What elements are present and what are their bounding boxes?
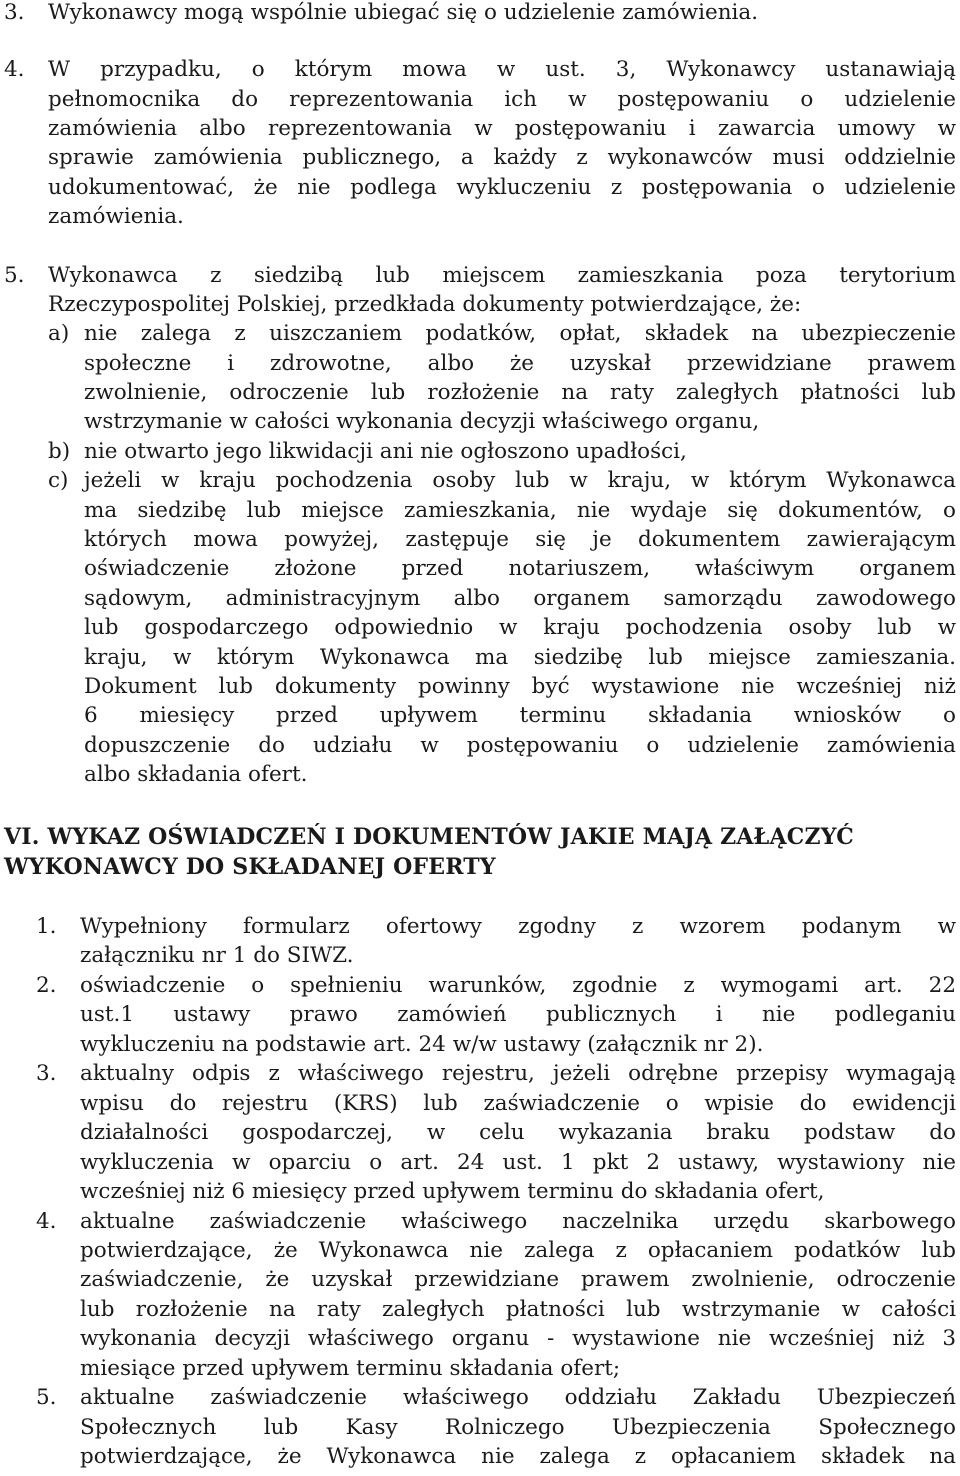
sub-c-line: 6 miesięcy przed upływem terminu składania wniosków o [84, 703, 956, 728]
item-4-line: udokumentować, że nie podlega wykluczeniu z postępowania o udzielenie [48, 175, 956, 200]
list-item-line: wykonania decyzji właściwego organu - wystawione nie wcześniej niż 3 [80, 1326, 956, 1351]
item-3-number: 3. [4, 0, 25, 25]
item-5-line: Rzeczypospolitej Polskiej, przedkłada dokumenty potwierdzające, że: [48, 292, 802, 317]
item-4-line: zamówienia albo reprezentowania w postępowaniu i zawarcia umowy w [48, 116, 956, 141]
section-heading-line: WYKONAWCY DO SKŁADANEJ OFERTY [4, 854, 496, 880]
sub-c-line: Dokument lub dokumenty powinny być wystawione nie wcześniej niż [84, 674, 956, 699]
list-item-line: wcześniej niż 6 miesięcy przed upływem terminu do składania ofert, [80, 1179, 825, 1204]
list-item-line: wykluczenia w oparciu o art. 24 ust. 1 pkt 2 ustawy, wystawiony nie [80, 1150, 956, 1175]
sub-b-marker: b) [48, 439, 71, 464]
sub-c-line: sądowym, administracyjnym albo organem samorządu zawodowego [84, 586, 956, 611]
item-5-number: 5. [4, 263, 25, 288]
list-item-line: działalności gospodarczej, w celu wykazania braku podstaw do [80, 1120, 956, 1145]
sub-c-line: kraju, w którym Wykonawca ma siedzibę lub miejsce zamieszania. [84, 645, 956, 670]
list-item-line: wpisu do rejestru (KRS) lub zaświadczenie o wpisie do ewidencji [80, 1091, 956, 1116]
list-item-number: 4. [36, 1209, 57, 1234]
sub-c-line: dopuszczenie do udziału w postępowaniu o udzielenie zamówienia [84, 733, 956, 758]
item-3-text: Wykonawcy mogą wspólnie ubiegać się o udzielenie zamówienia. [48, 0, 759, 25]
list-item-line: ust.1 ustawy prawo zamówień publicznych i nie podleganiu [80, 1002, 956, 1027]
list-item-line: wykluczeniu na podstawie art. 24 w/w ustawy (załącznik nr 2). [80, 1032, 764, 1057]
list-item-line: oświadczenie o spełnieniu warunków, zgodnie z wymogami art. 22 [80, 973, 956, 998]
list-item-line: Wypełniony formularz ofertowy zgodny z wzorem podanym w [80, 914, 956, 939]
sub-c-line: ma siedzibę lub miejsce zamieszkania, nie wydaje się dokumentów, o [84, 498, 956, 523]
sub-c-line: których mowa powyżej, zastępuje się je dokumentem zawierającym [84, 527, 956, 552]
list-item-line: załączniku nr 1 do SIWZ. [80, 943, 354, 968]
list-item-line: potwierdzające, że Wykonawca nie zalega z opłacaniem składek na [80, 1444, 956, 1469]
list-item-number: 3. [36, 1061, 57, 1086]
sub-c-line: lub gospodarczego odpowiednio w kraju pochodzenia osoby lub w [84, 615, 956, 640]
sub-c-line: albo składania ofert. [84, 762, 308, 787]
sub-a-line: wstrzymanie w całości wykonania decyzji właściwego organu, [84, 409, 760, 434]
list-item-number: 2. [36, 973, 57, 998]
item-4-number: 4. [4, 57, 25, 82]
list-item-line: lub rozłożenie na raty zaległych płatności lub wstrzymanie w całości [80, 1297, 956, 1322]
list-item-line: Społecznych lub Kasy Rolniczego Ubezpieczenia Społecznego [80, 1415, 956, 1440]
item-4-line: zamówienia. [48, 204, 184, 229]
sub-a-line: zwolnienie, odroczenie lub rozłożenie na raty zaległych płatności lub [84, 380, 956, 405]
list-item-number: 5. [36, 1385, 57, 1410]
section-heading-line: VI. WYKAZ OŚWIADCZEŃ I DOKUMENTÓW JAKIE MAJĄ ZAŁĄCZYĆ [4, 824, 854, 850]
list-item-line: potwierdzające, że Wykonawca nie zalega z opłacaniem podatków lub [80, 1238, 956, 1263]
list-item-line: miesiące przed upływem terminu składania ofert; [80, 1356, 621, 1381]
list-item-line: aktualne zaświadczenie właściwego naczelnika urzędu skarbowego [80, 1209, 956, 1234]
sub-a-line: społeczne i zdrowotne, albo że uzyskał przewidziane prawem [84, 351, 956, 376]
item-4-line: W przypadku, o którym mowa w ust. 3, Wykonawcy ustanawiają [48, 57, 956, 82]
list-item-line: zaświadczenie, że uzyskał przewidziane prawem zwolnienie, odroczenie [80, 1267, 956, 1292]
item-4-line: sprawie zamówienia publicznego, a każdy z wykonawców musi oddzielnie [48, 145, 956, 170]
sub-b-line: nie otwarto jego likwidacji ani nie ogłoszono upadłości, [84, 439, 687, 464]
list-item-number: 1. [36, 914, 57, 939]
sub-c-line: jeżeli w kraju pochodzenia osoby lub w kraju, w którym Wykonawca [84, 468, 956, 493]
sub-c-marker: c) [48, 468, 69, 493]
item-4-line: pełnomocnika do reprezentowania ich w postępowaniu o udzielenie [48, 87, 956, 112]
sub-c-line: oświadczenie złożone przed notariuszem, właściwym organem [84, 556, 956, 581]
list-item-line: aktualny odpis z właściwego rejestru, jeżeli odrębne przepisy wymagają [80, 1061, 956, 1086]
item-5-line: Wykonawca z siedzibą lub miejscem zamieszkania poza terytorium [48, 263, 956, 288]
sub-a-marker: a) [48, 321, 70, 346]
list-item-line: aktualne zaświadczenie właściwego oddziału Zakładu Ubezpieczeń [80, 1385, 956, 1410]
sub-a-line: nie zalega z uiszczaniem podatków, opłat, składek na ubezpieczenie [84, 321, 956, 346]
